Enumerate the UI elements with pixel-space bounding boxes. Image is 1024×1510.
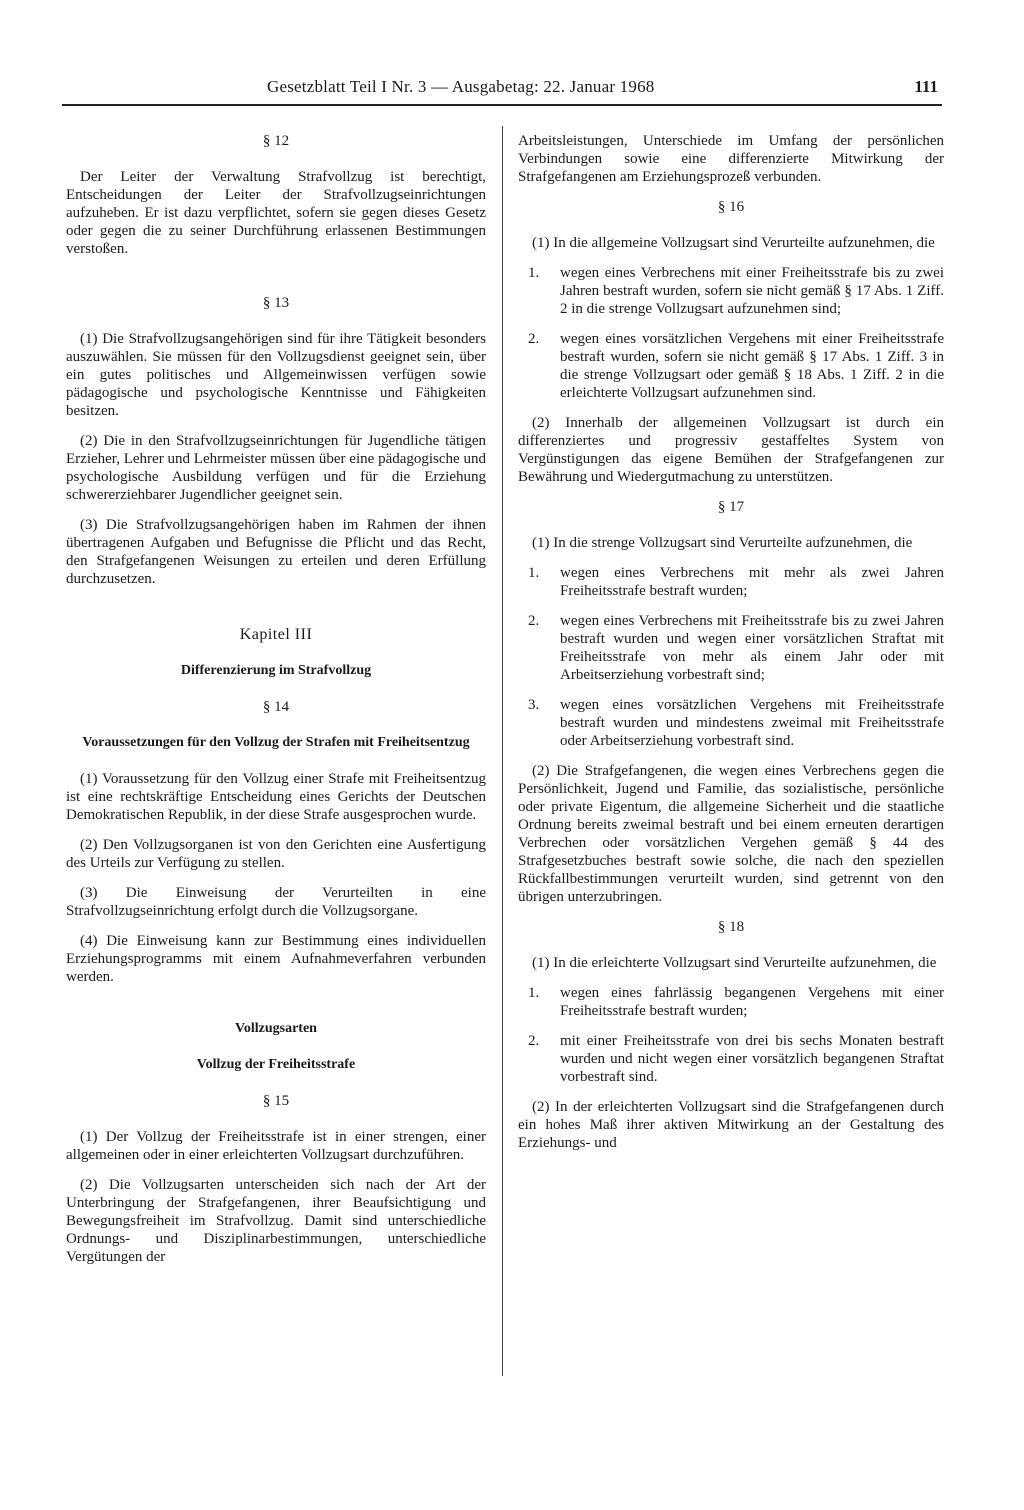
section-17-paragraph-2: (2) Die Strafgefangenen, die wegen eines Verbrechens gegen die Persönlichkeit, Jugend und Familie, das sozialistische, persönliche oder private Eigentum, die allgemeine Sicherheit und die staatliche Ordnung bereits zweimal bestraft und bei einem erneuten derartigen Verbrechen oder vorsätzlichen Vergehen gemäß § 44 des Strafgesetzbuches bestraft sowie solche, die nach den speziellen Rückfallbestimmungen verurteilt wurden, sind getrennt von den übrigen unterzubringen. [518, 763, 944, 905]
list-item-number: 1. [528, 985, 540, 1001]
page-number: 111 [914, 77, 938, 96]
section-13-paragraph-3: (3) Die Strafvollzugsangehörigen haben im Rahmen der ihnen übertragenen Aufgaben und Befugnisse die Pflicht und das Recht, den Strafgefangenen Weisungen zu erteilen und deren Erfüllung durchzusetzen. [66, 517, 486, 587]
section-17-title: § 17 [717, 499, 745, 515]
list-item-text: mit einer Freiheitsstrafe von drei bis sechs Monaten bestraft wurden und nicht wegen einer vorsätzlich begangenen Straftat vorbestraft sind. [560, 1033, 944, 1085]
left-column [66, 132, 486, 1278]
section-17-paragraph-1: (1) In die strenge Vollzugsart sind Verurteilte aufzunehmen, die [532, 535, 913, 551]
section-18-title: § 18 [717, 919, 745, 935]
list-item-number: 3. [528, 697, 540, 713]
page-header [62, 78, 942, 106]
section-18-list [518, 984, 944, 1086]
section-13-paragraph-1: (1) Die Strafvollzugsangehörigen sind für ihre Tätigkeit besonders auszuwählen. Sie müssen für den Vollzugsdienst geeignet sein, über ein gutes politisches und Allgemeinwissen verfügen sowie pädagogische und psychologische Kenntnisse und Fähigkeiten besitzen. [66, 331, 486, 419]
section-17-list [518, 564, 944, 750]
section-18-paragraph-2: (2) In der erleichterten Vollzugsart sind die Strafgefangenen durch ein hohes Maß ihrer aktiven Mitwirkung an der Gestaltung des Erziehungs- und [518, 1099, 944, 1151]
list-item-number: 2. [528, 613, 540, 629]
section-14-paragraph-4: (4) Die Einweisung kann zur Bestimmung eines individuellen Erziehungsprogramms mit einem Aufnahmeverfahren verbunden werden. [66, 933, 486, 985]
section-16-paragraph-1: (1) In die allgemeine Vollzugsart sind Verurteilte aufzunehmen, die [532, 235, 935, 251]
list-item [518, 1032, 944, 1086]
freiheitsstrafe-heading: Vollzug der Freiheitsstrafe [196, 1057, 356, 1072]
list-item-text: wegen eines vorsätzlichen Vergehens mit Freiheitsstrafe bestraft wurden und mindestens zweimal mit Freiheitsstrafe oder Arbeitserziehung vorbestraft sind. [560, 697, 944, 749]
list-item-text: wegen eines Verbrechens mit Freiheitsstrafe bis zu zwei Jahren bestraft wurden und wegen einer vorsätzlichen Straftat mit Freiheitsstrafe von mehr als einem Jahr oder mit Arbeitserziehung vorbestraft sind; [560, 613, 944, 683]
list-item-text: wegen eines Verbrechens mit mehr als zwei Jahren Freiheitsstrafe bestraft wurden; [560, 565, 944, 599]
section-14-paragraph-1: (1) Voraussetzung für den Vollzug einer Strafe mit Freiheitsentzug ist eine rechtskräftige Entscheidung eines Gerichts der Deutschen Demokratischen Republik, in der diese Strafe ausgesprochen wurde. [66, 771, 486, 823]
section-13-title: § 13 [262, 295, 290, 311]
vollzugsarten-heading: Vollzugsarten [235, 1021, 317, 1036]
list-item [518, 612, 944, 684]
section-16-list [518, 264, 944, 402]
list-item [518, 264, 944, 318]
section-15-title: § 15 [262, 1093, 290, 1109]
section-12-paragraph: Der Leiter der Verwaltung Strafvollzug ist berechtigt, Entscheidungen der Leiter der Strafvollzugseinrichtungen aufzuheben. Er ist dazu verpflichtet, sofern sie gegen dieses Gesetz oder gegen die zu seiner Durchführung erlassenen Bestimmungen verstoßen. [66, 169, 486, 257]
section-16-paragraph-2: (2) Innerhalb der allgemeinen Vollzugsart ist durch ein differenziertes und progressiv gestaffeltes System von Vergünstigungen das eigene Bemühen der Strafgefangenen zur Bewährung und Wiedergutmachung zu unterstützen. [518, 415, 944, 485]
running-head: Gesetzblatt Teil I Nr. 3 — Ausgabetag: 22. Januar 1968 [267, 77, 655, 96]
section-13-paragraph-2: (2) Die in den Strafvollzugseinrichtungen für Jugendliche tätigen Erzieher, Lehrer und Lehrmeister müssen über eine pädagogische und psychologische Ausbildung verfügen und für die Erziehung schwererziehbarer Jugendlicher geeignet sein. [66, 433, 486, 503]
list-item-number: 2. [528, 1033, 540, 1049]
chapter-heading: Differenzierung im Strafvollzug [180, 663, 372, 678]
list-item [518, 330, 944, 402]
section-15-paragraph-2: (2) Die Vollzugsarten unterscheiden sich nach der Art der Unterbringung der Strafgefangenen, ihrer Beaufsichtigung und Bewegungsfreiheit im Strafvollzug. Damit sind unterschiedliche Ordnungs- und Disziplinarbestimmungen, unterschiedliche Vergütungen der [66, 1177, 486, 1265]
section-12-title: § 12 [262, 133, 290, 149]
list-item-number: 2. [528, 331, 540, 347]
section-14-heading: Voraussetzungen für den Vollzug der Strafen mit Freiheitsentzug [82, 735, 470, 750]
section-14-paragraph-2: (2) Den Vollzugsorganen ist von den Gerichten eine Ausfertigung des Urteils zur Verfügung zu stellen. [66, 837, 486, 871]
section-15-paragraph-1: (1) Der Vollzug der Freiheitsstrafe ist in einer strengen, einer allgemeinen oder in einer erleichterten Vollzugsart durchzuführen. [66, 1129, 486, 1163]
list-item-text: wegen eines fahrlässig begangenen Vergehens mit einer Freiheitsstrafe bestraft wurden; [560, 985, 944, 1019]
column-divider [502, 126, 503, 1376]
right-column [518, 132, 944, 1164]
list-item-number: 1. [528, 565, 540, 581]
list-item-text: wegen eines vorsätzlichen Vergehens mit einer Freiheitsstrafe bestraft wurden, sofern sie nicht gemäß § 17 Abs. 1 Ziff. 3 in die strenge Vollzugsart oder gemäß § 18 Abs. 1 Ziff. 2 in die erleichterte Vollzugsart aufzunehmen sind. [560, 331, 944, 401]
section-15-continuation: Arbeitsleistungen, Unterschiede im Umfang der persönlichen Verbindungen sowie eine differenzierte Mitwirkung der Strafgefangenen am Erziehungsprozeß verbunden. [518, 133, 944, 185]
section-16-title: § 16 [717, 199, 745, 215]
list-item [518, 984, 944, 1020]
chapter-title: Kapitel III [239, 626, 313, 643]
list-item [518, 564, 944, 600]
list-item-text: wegen eines Verbrechens mit einer Freiheitsstrafe bis zu zwei Jahren bestraft wurden, sofern sie nicht gemäß § 17 Abs. 1 Ziff. 2 in die strenge Vollzugsart aufzunehmen sind; [560, 265, 944, 317]
list-item-number: 1. [528, 265, 540, 281]
section-14-paragraph-3: (3) Die Einweisung der Verurteilten in eine Strafvollzugseinrichtung erfolgt durch die Vollzugsorgane. [66, 885, 486, 919]
list-item [518, 696, 944, 750]
section-14-title: § 14 [262, 699, 290, 715]
section-18-paragraph-1: (1) In die erleichterte Vollzugsart sind Verurteilte aufzunehmen, die [532, 955, 937, 971]
